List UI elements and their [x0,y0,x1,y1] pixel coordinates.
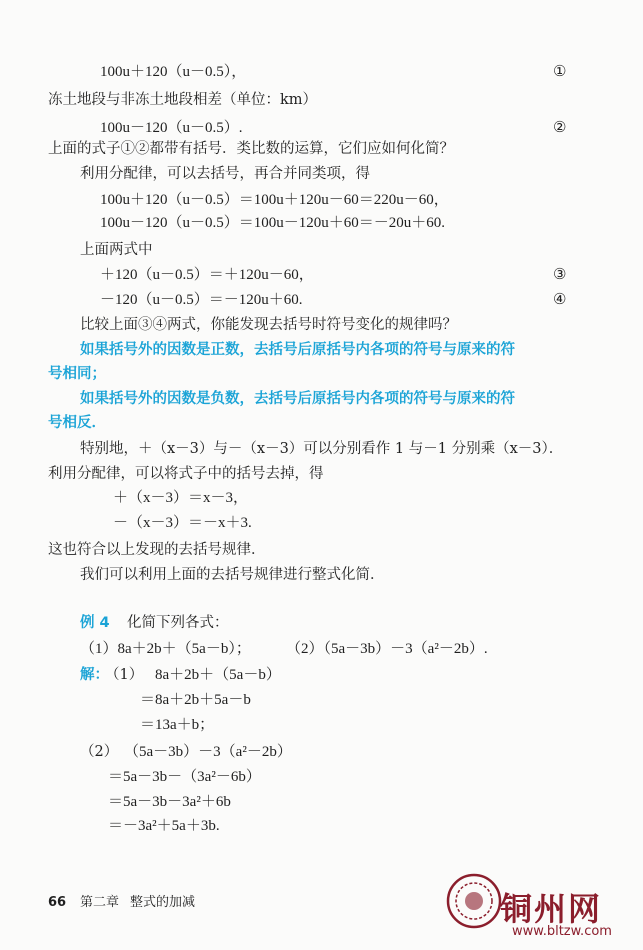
rule-negative-cont: 号相反． [48,415,106,431]
example-label: 例 4 [80,615,110,631]
solution-step: ＝8a＋2b＋5a－b [140,692,251,708]
solution-step: ＝5a－3b－（3a²－6b） [108,769,261,785]
text-line: 冻土地段与非冻土地段相差（单位：km） [48,92,318,108]
section-label: 整式的加减 [130,895,196,910]
formula-3: ＋120（u－0.5）＝＋120u－60， [100,267,314,283]
circled-number-2: ② [553,118,567,136]
example-question-1: （1）8a＋2b＋（5a－b）； [80,641,251,657]
solution-step: ＝－3a²＋5a＋3b. [108,818,220,834]
watermark-url: www.bltzw.com [512,924,612,939]
text-line: 比较上面③④两式，你能发现去括号时符号变化的规律吗？ [80,317,457,333]
text-line: 上面的式子①②都带有括号．类比数的运算，它们应如何化简？ [48,141,454,157]
text-line: 利用分配律，可以将式子中的括号去掉，得 [48,466,324,482]
solution-step: ＝5a－3b－3a²＋6b [108,794,231,810]
circled-number-1: ① [553,62,567,80]
example-title: 化简下列各式： [127,615,229,631]
example-question-2: （2）（5a－3b）－3（a²－2b）. [286,641,488,657]
formula-line: －（x－3）＝－x＋3. [113,515,252,531]
formula-line: 100u＋120（u－0.5）＝100u＋120u－60＝220u－60， [100,192,449,208]
rule-positive: 如果括号外的因数是正数，去括号后原括号内各项的符号与原来的符 [80,342,515,358]
text-line: 我们可以利用上面的去括号规律进行整式化简． [80,567,385,583]
text-line: 利用分配律，可以去括号，再合并同类项，得 [80,166,370,182]
formula-line: 100u－120（u－0.5）＝100u－120u＋60＝－20u＋60. [100,215,446,231]
watermark-seal-icon [446,873,502,929]
text-line: 特别地，＋（x－3）与－（x－3）可以分别看作 1 与－1 分别乘（x－3）． [80,441,564,457]
formula-line: ＋（x－3）＝x－3， [113,490,249,506]
watermark-name: 铜州网 [500,890,603,928]
text-line: 上面两式中 [80,242,153,258]
rule-positive-cont: 号相同； [48,366,106,382]
text-line: 这也符合以上发现的去括号规律． [48,542,266,558]
solution-label: 解： [80,667,109,683]
rule-negative: 如果括号外的因数是负数，去括号后原括号内各项的符号与原来的符 [80,391,515,407]
formula-4: －120（u－0.5）＝－120u＋60. [100,292,303,308]
solution-step: ＝13a＋b； [140,717,215,733]
solution-step: 8a＋2b＋（5a－b） [155,667,281,683]
formula-1: 100u＋120（u－0.5）， [100,64,247,80]
solution-2-tag: （2） [80,744,119,760]
chapter-label: 第二章 [80,895,120,910]
solution-1-tag: （1） [105,667,144,683]
circled-number-3: ③ [553,265,567,283]
solution-step: （5a－3b）－3（a²－2b） [124,744,292,760]
page-number: 66 [48,895,67,910]
formula-2: 100u－120（u－0.5）. [100,120,243,136]
circled-number-4: ④ [553,290,567,308]
